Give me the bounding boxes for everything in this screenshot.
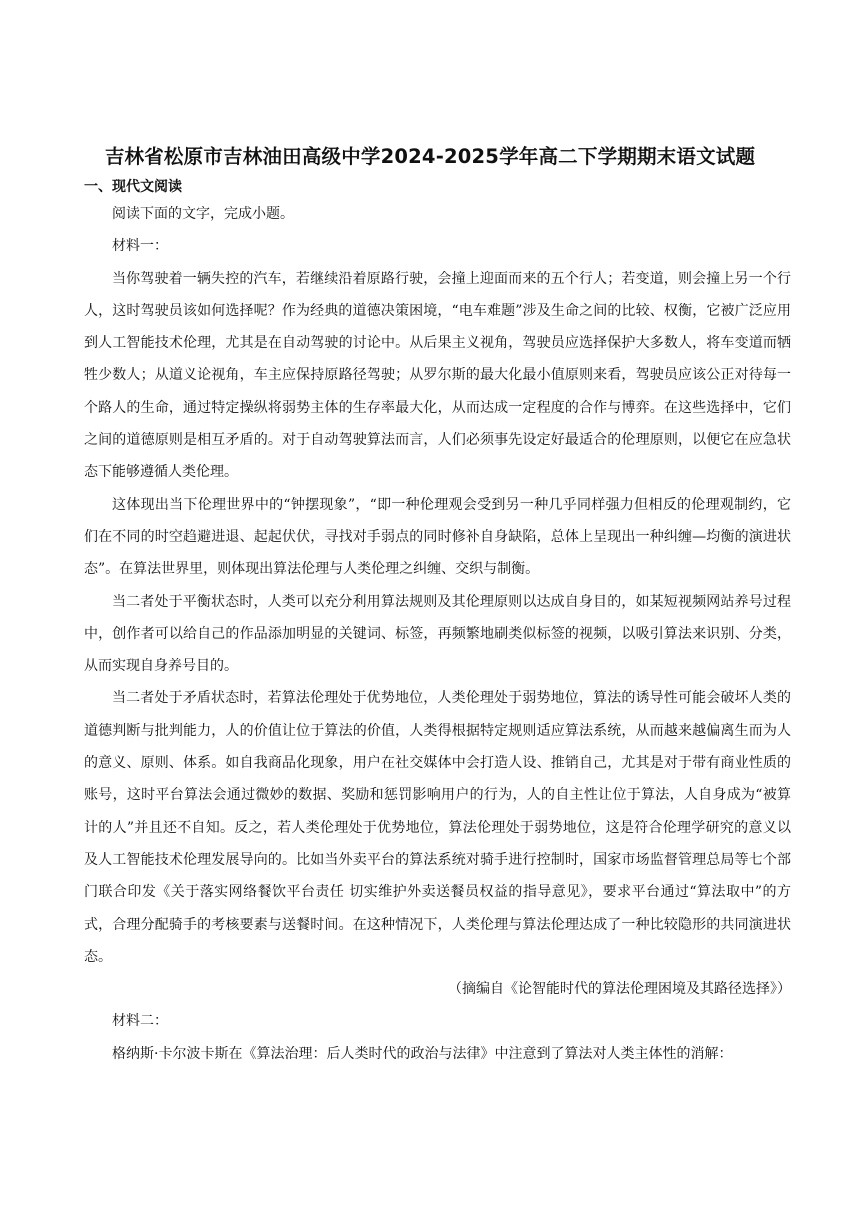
material-two-label: 材料二：: [112, 1013, 168, 1030]
source-citation: （摘编自《论智能时代的算法伦理困境及其路径选择》）: [448, 981, 791, 998]
paragraph: 当你驾驶着一辆失控的汽车，若继续沿着原路行驶，会撞上迎面而来的五个行人；若变道，则会撞上另一个行人，这时驾驶员该如何选择呢？作为经典的道德决策困境，“电车难题”涉及生命之间的比较、权衡，它被广泛应用到人工智能技术伦理，尤其是在自动驾驶的讨论中。从后果主义视角，驾驶员应选择保护大多数人，将车变道而牺牲少数人；从道义论视角，车主应保持原路径驾驶；从罗尔斯的最大化最小值原则来看，驾驶员应该公正对待每一个路人的生命，通过特定操纵将弱势主体的生存率最大化，从而达成一定程度的合作与博弈。在这些选择中，它们之间的道德原则是相互矛盾的。对于自动驾驶算法而言，人们必须事先设定好最适合的伦理原则，以便它在应急状态下能够遵循人类伦理。: [84, 270, 791, 481]
page-title: 吉林省松原市吉林油田高级中学2024-2025学年高二下学期期末语文试题: [104, 145, 756, 168]
instruction-text: 阅读下面的文字，完成小题。: [112, 206, 294, 222]
material-one-label: 材料一：: [112, 238, 168, 255]
section-heading: 一、现代文阅读: [84, 179, 182, 195]
paragraph: 当二者处于平衡状态时，人类可以充分利用算法规则及其伦理原则以达成自身目的，如某短视频网站养号过程中，创作者可以给自己的作品添加明显的关键词、标签，再频繁地刷类似标签的视频，以吸引算法来识别、分类，从而实现自身养号目的。: [84, 593, 791, 675]
paragraph: 格纳斯·卡尔波卡斯在《算法治理：后人类时代的政治与法律》中注意到了算法对人类主体性的消解：: [112, 1045, 733, 1062]
paragraph: 这体现出当下伦理世界中的“钟摆现象”，“即一种伦理观会受到另一种几乎同样强力但相反的伦理观制约，它们在不同的时空趋避进退、起起伏伏，寻找对手弱点的同时修补自身缺陷，总体上呈现出一种纠缠—均衡的演进状态”。在算法世界里，则体现出算法伦理与人类伦理之纠缠、交织与制衡。: [84, 496, 791, 578]
document-body: [84, 198, 791, 1070]
paragraph: 当二者处于矛盾状态时，若算法伦理处于优势地位，人类伦理处于弱势地位，算法的诱导性可能会破坏人类的道德判断与批判能力，人的价值让位于算法的价值，人类得根据特定规则适应算法系统，从而越来越偏离生而为人的意义、原则、体系。如自我商品化现象，用户在社交媒体中会打造人设、推销自己，尤其是对于带有商业性质的账号，这时平台算法会通过微妙的数据、奖励和惩罚影响用户的行为，人的自主性让位于算法，人自身成为“被算计的人”并且还不自知。反之，若人类伦理处于优势地位，算法伦理处于弱势地位，这是符合伦理学研究的意义以及人工智能技术伦理发展导向的。比如当外卖平台的算法系统对骑手进行控制时，国家市场监督管理总局等七个部门联合印发《关于落实网络餐饮平台责任 切实维护外卖送餐员权益的指导意见》，要求平台通过“算法取中”的方式，合理分配骑手的考核要素与送餐时间。在这种情况下，人类伦理与算法伦理达成了一种比较隐形的共同演进状态。: [84, 690, 791, 965]
